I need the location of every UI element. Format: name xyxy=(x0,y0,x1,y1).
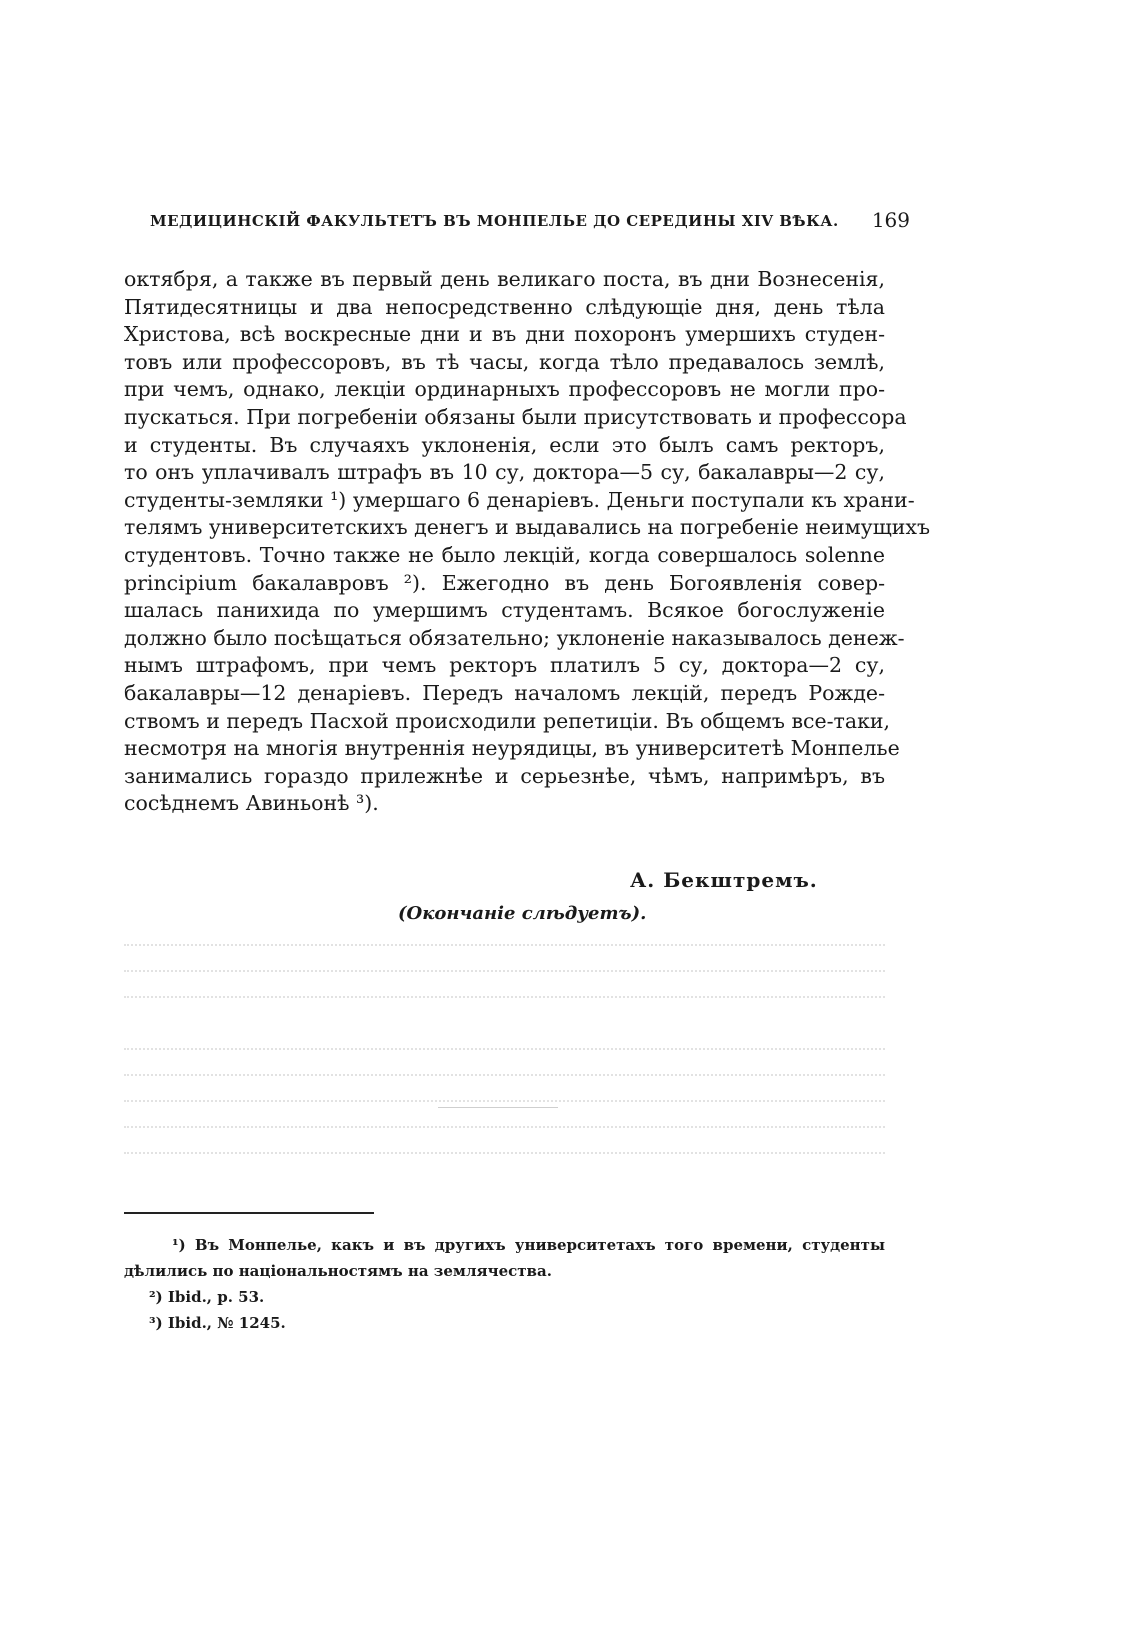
text-line: студенты-земляки ¹) умершаго 6 денаріевъ. Деньги поступали къ храни- xyxy=(124,487,915,512)
text-line: товъ или профессоровъ, въ тѣ часы, когда тѣло предавалось землѣ, xyxy=(124,349,885,374)
text-line: principium бакалавровъ ²). Ежегодно въ день Богоявленія совер- xyxy=(124,570,885,595)
text-line: сосѣднемъ Авиньонѣ ³). xyxy=(124,791,379,816)
text-line: Пятидесятницы и два непосредственно слѣдующіе дня, день тѣла xyxy=(124,294,885,319)
bleed-through-area xyxy=(124,930,885,1180)
footnotes xyxy=(124,1232,885,1336)
main-text xyxy=(124,266,931,818)
text-line: ствомъ и передъ Пасхой происходили репетиціи. Въ общемъ все-таки, xyxy=(124,708,891,733)
text-line: должно было посѣщаться обязательно; уклоненіе наказывалось денеж- xyxy=(124,625,905,650)
text-line: и студенты. Въ случаяхъ уклоненія, если это былъ самъ ректоръ, xyxy=(124,432,885,457)
text-line: шалась панихида по умершимъ студентамъ. Всякое богослуженіе xyxy=(124,598,885,623)
author-signature: А. Бекштремъ. xyxy=(630,868,818,892)
continuation-note: (Окончаніе слѣдуетъ). xyxy=(398,903,647,924)
text-line: Христова, всѣ воскресные дни и въ дни похоронъ умершихъ студен- xyxy=(124,322,885,347)
text-line: занимались гораздо прилежнѣе и серьезнѣе, чѣмъ, напримѣръ, въ xyxy=(124,763,885,788)
text-line: нымъ штрафомъ, при чемъ ректоръ платилъ 5 су, доктора—2 су, xyxy=(124,653,885,678)
running-header xyxy=(150,208,910,232)
text-line: октября, а также въ первый день великаго поста, въ дни Вознесенія, xyxy=(124,267,885,291)
text-line: телямъ университетскихъ денегъ и выдавались на погребеніе неимущихъ xyxy=(124,515,931,540)
text-line: пускаться. При погребеніи обязаны были присутствовать и профессора xyxy=(124,404,907,429)
bleed-through-rule xyxy=(438,1107,558,1108)
text-line: несмотря на многія внутреннія неурядицы, въ университетѣ Монпелье xyxy=(124,736,900,761)
footnote-3: ³) Ibid., № 1245. xyxy=(149,1314,286,1332)
footnote-1: ¹) Въ Монпелье, какъ и въ другихъ университетахъ того времени, студенты xyxy=(172,1236,885,1254)
footnote-divider xyxy=(124,1212,374,1214)
footnote-2: ²) Ibid., p. 53. xyxy=(149,1288,265,1306)
text-line: студентовъ. Точно также не было лекцій, когда совершалось solenne xyxy=(124,542,885,567)
footnote-1-continued: дѣлились по національностямъ на землячества. xyxy=(124,1262,552,1280)
running-title: МЕДИЦИНСКІЙ ФАКУЛЬТЕТЪ ВЪ МОНПЕЛЬЕ ДО СЕРЕДИНЫ XIV ВѢКА. xyxy=(150,212,839,230)
text-line: то онъ уплачивалъ штрафъ въ 10 су, доктора—5 су, бакалавры—2 су, xyxy=(124,460,885,485)
text-line: при чемъ, однако, лекціи ординарныхъ профессоровъ не могли про- xyxy=(124,377,885,402)
page-number: 169 xyxy=(871,208,910,232)
text-line: бакалавры—12 денаріевъ. Передъ началомъ лекцій, передъ Рожде- xyxy=(124,680,885,705)
